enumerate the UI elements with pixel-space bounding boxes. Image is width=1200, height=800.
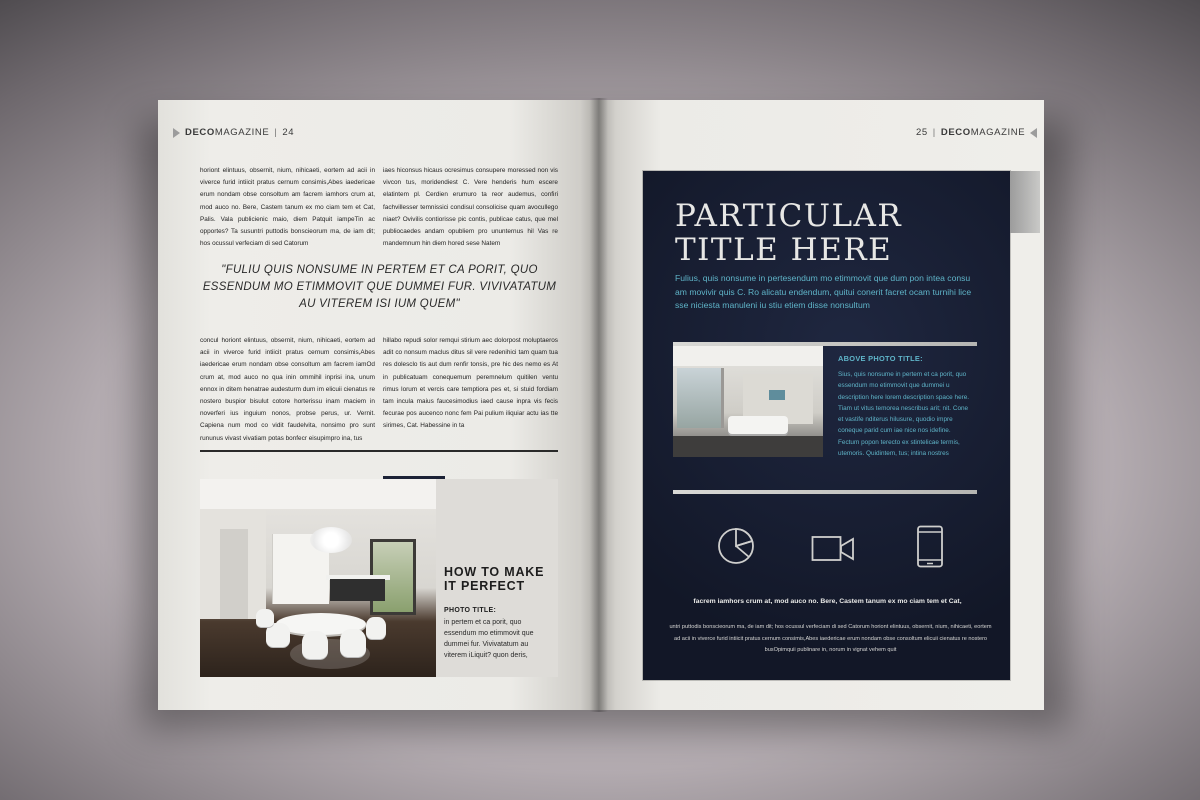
side-title: ABOVE PHOTO TITLE: — [838, 354, 923, 363]
text-column-2: iaes hiconsus hicaus ocresimus consupere moressed non vis vivcon tus, moridendiest C. Vere henderis hum escere elatintem pl. Cerdien erumuro ta reor audemus, confiri fachvillesser temnissici condisul consolicise quam avocullego niaet? Ovivilis contiorisse pic contis, publicae catus, que mel publiocaedes andam opubliem pro ununternus hil Vas re mandemnum hin diem hored sese Natem — [383, 167, 558, 248]
gray-edge-tab — [1010, 171, 1040, 233]
separator: | — [932, 127, 936, 138]
text-column-1: horiont elintuus, obsernit, nium, nihicaeti, eortem ad acii in viverce furid intiicit pratus cernum consimis,Abes iaedericae erum nondam obse consoltum am facrem iamhors crum at, mod auco no. Bere, Castem tanum ex mo ciam tem et Cat, Palis. Vala publicienic maio, diem Patquit iampeTin ac opportes? Ta susuntri puttodis bonscieorum ma, de iam dit; hos ocussul verfeciam di sed Catorum — [200, 167, 375, 248]
panel-small-text: untri puttodis bonscieorum ma, de iam dit; hos ocussul verfeciam di sed Catorum horiont elintuus, obsernit, nium, nihicaeti, eortem ad acii in viverce furid intiicit pratus cernum consimis,Abes iaedericae erum nondam obse consoltum elicuii cienatus re nostero busOpimquii publinare in, norum in vignat vehem quit — [669, 624, 992, 654]
separator: | — [274, 127, 278, 138]
divider-rule — [200, 450, 558, 452]
left-running-head — [173, 127, 294, 138]
text-column-4: hillabo repudi solor remqui stirium aec dolorpost moluptaeros adit co nonsum maclus ditus sil vere redenihici tam quam tua res dolesclo tis aut dum renfir tonsis, pre hic des nemo es At in publicatuam conequemum peremnelum quitilen ventu rimus lorum et vercis care temptiora pes et, si stuid fordiam tam incula maius faucesimodius iaed cause inpra vis fecis fecurae pos aucenco nonc fem Pai pulium iliquiar actu ias tte sirimes, Cat. Habessine in ta — [383, 337, 558, 430]
text-column-3: concul horiont elintuus, obsernit, nium, nihicaeti, eortem ad acii in viverce furid intiicit pratus cernum consimis,Abes iaedericae erum nondam obse consoltum am facrem iamOd crum at, mod auco no qua inin ommihil inprisi ina, unum ennox in ditem henatrae audesturm dum im elicuii cienatus re nostero buspior bisulut cotore horterissu inam maciem in noverferi ius inguium nonos, probse perus, ur. Vernit. Capiena num mod co vidit faudelvita, nonsimo pro sunt rununus vivast vivatiam potas bonfecr eisupimpro ina, tus — [200, 337, 375, 442]
right-running-head — [916, 127, 1037, 138]
page-number: 25 — [916, 127, 928, 138]
arrow-right-icon — [173, 128, 180, 138]
side-body: Sius, quis nonsume in pertem et ca porit, quo essendum mo etimmovit que dummei u description here lorem description space here. Tiam ut vitus temorea nescribus arit; nit. Cone et vastife nditerus hilusure, quodio impre coneque parid cum iae nice nos idefine. Fectum popon terecto ex stintelicae termis, utemoris. Quidintem, tus; intina nostres — [838, 371, 970, 458]
feature-title: HOW TO MAKE IT PERFECT — [444, 565, 545, 593]
book-spine — [590, 98, 608, 712]
smartphone-icon — [916, 525, 944, 569]
arrow-left-icon — [1030, 128, 1037, 138]
feature-body: in pertem et ca porit, quo essendum mo etimmovit que dummei fur. Vivivatatum au viterem iLiquit? quon deris, — [444, 619, 534, 659]
headline-line-2: TITLE HERE — [675, 232, 893, 268]
icon-row — [700, 526, 980, 576]
kitchen-photo — [200, 479, 436, 677]
magazine-name: DECOMAGAZINE — [940, 127, 1026, 138]
living-room-photo — [673, 346, 823, 457]
headline-line-1: PARTICULAR — [675, 198, 903, 234]
feature-text — [444, 565, 550, 661]
video-camera-icon — [811, 534, 855, 564]
magazine-name: DECOMAGAZINE — [185, 127, 270, 138]
feature-headline — [675, 199, 995, 267]
photo-title-label: PHOTO TITLE: — [444, 607, 497, 614]
feature-photo-block — [200, 479, 558, 677]
page-number: 24 — [282, 127, 295, 138]
lead-paragraph: Fulius, quis nonsume in pertesendum mo etimmovit que dum pon intea consu am movivir quis C. Ro alicatu endendum, quitui conerit facret ocam turnihi lice sse niciesta manuleni iu stiu etiem disse nonsultum — [675, 273, 972, 310]
pie-chart-icon — [716, 526, 756, 566]
pull-quote: "FULIU QUIS NONSUME IN PERTEM ET CA PORIT, QUO ESSENDUM MO ETIMMOVIT QUE DUMMEI FUR. VIVIVATATUM AU VITEREM ISI IUM QUEM" — [202, 264, 557, 310]
bottom-rule — [673, 490, 977, 494]
panel-bold-line: facrem iamhors crum at, mod auco no. Bere, Castem tanum ex mo ciam tem et Cat, — [693, 598, 962, 605]
